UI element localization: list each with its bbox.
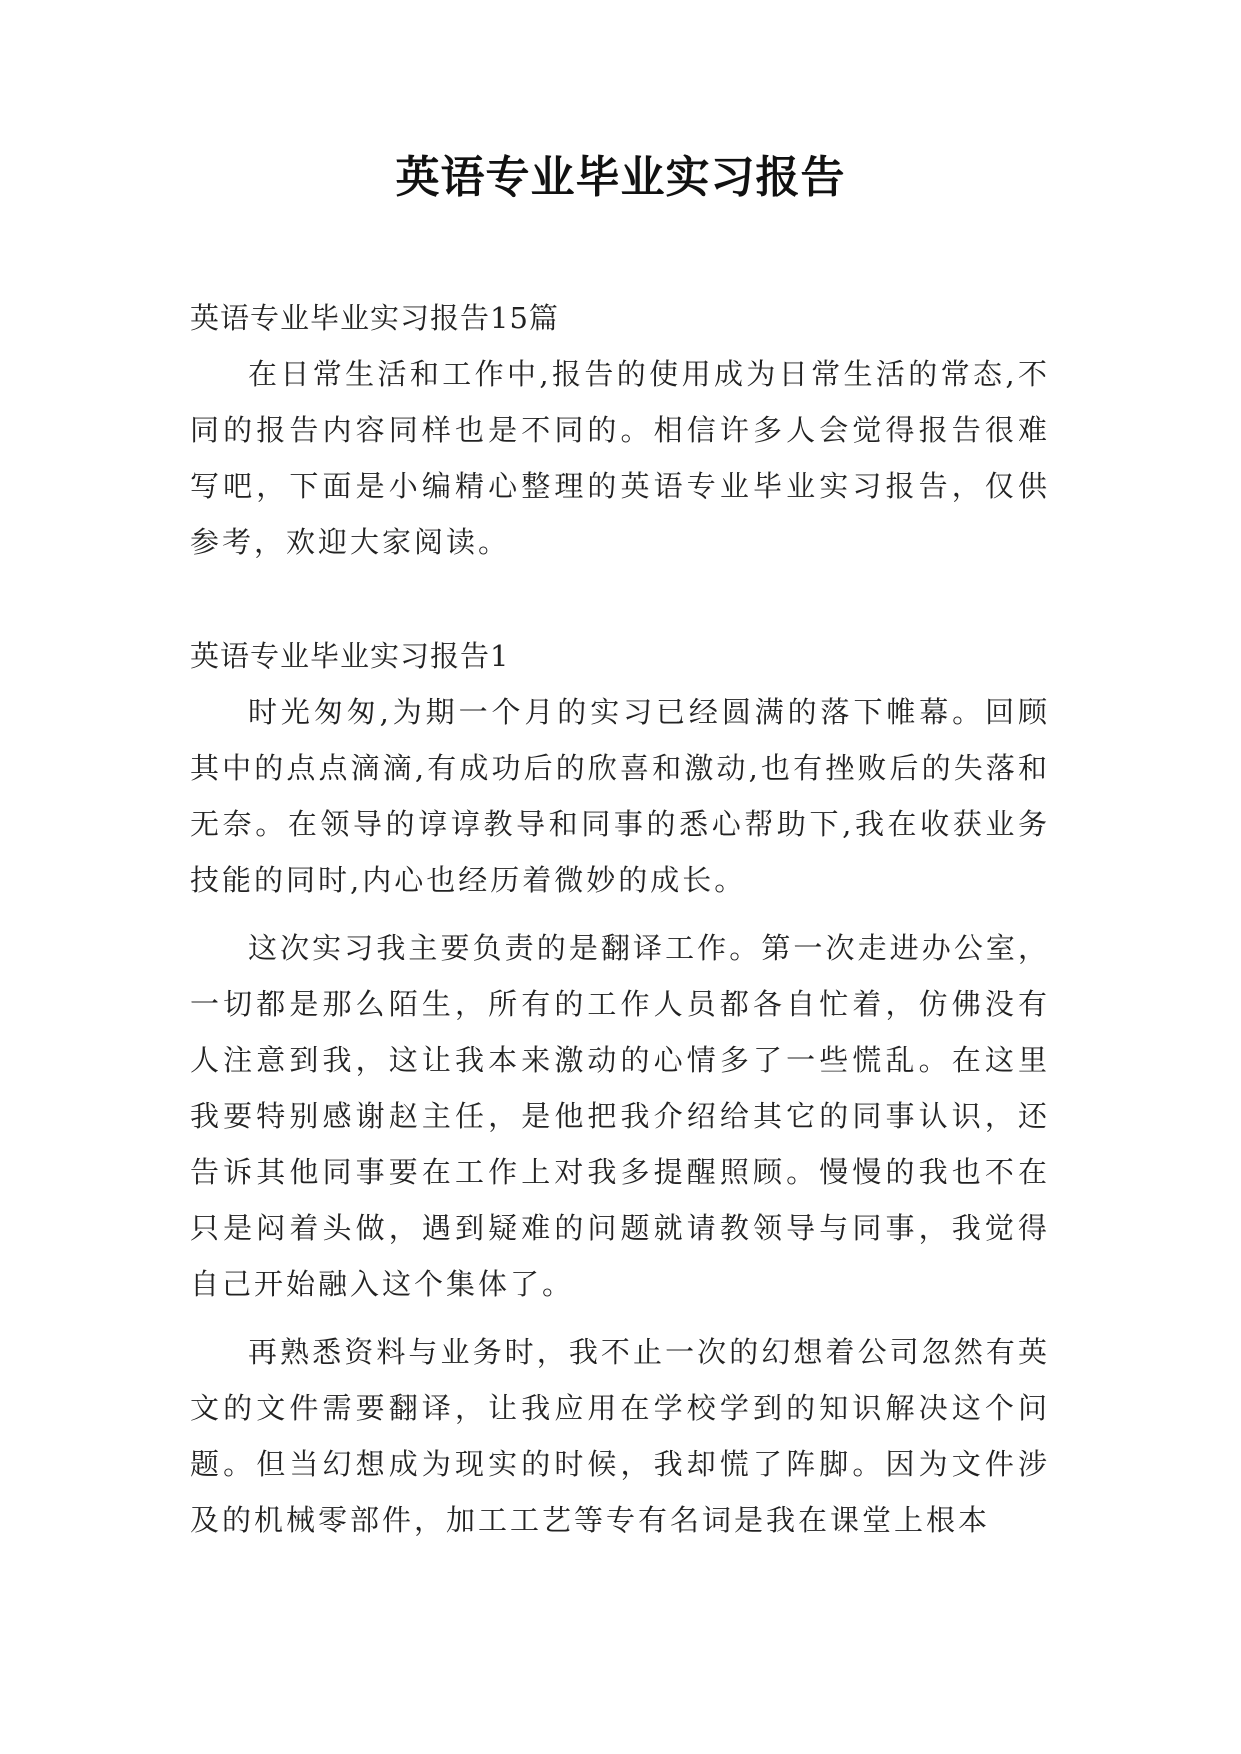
body-paragraph-1: 时光匆匆,为期一个月的实习已经圆满的落下帷幕。回顾其中的点点滴滴,有成功后的欣喜和激动,也有挫败后的失落和无奈。在领导的谆谆教导和同事的悉心帮助下,我在收获业务技能的同时,内心也经历着微妙的成长。 xyxy=(190,695,1050,897)
body-paragraph-3: 再熟悉资料与业务时，我不止一次的幻想着公司忽然有英文的文件需要翻译，让我应用在学校学到的知识解决这个问题。但当幻想成为现实的时候，我却慌了阵脚。因为文件涉及的机械零部件，加工工艺等专有名词是我在课堂上根本 xyxy=(190,1335,1050,1537)
paragraph-spacer xyxy=(190,1312,1050,1324)
section-heading: 英语专业毕业实习报告1 xyxy=(190,639,510,673)
intro-paragraph: 在日常生活和工作中,报告的使用成为日常生活的常态,不同的报告内容同样也是不同的。相信许多人会觉得报告很难写吧，下面是小编精心整理的英语专业毕业实习报告，仅供参考，欢迎大家阅读。 xyxy=(190,357,1050,559)
document-body xyxy=(190,290,1050,1548)
body-paragraph-2: 这次实习我主要负责的是翻译工作。第一次走进办公室，一切都是那么陌生，所有的工作人员都各自忙着，仿佛没有人注意到我，这让我本来激动的心情多了一些慌乱。在这里我要特别感谢赵主任，是他把我介绍给其它的同事认识，还告诉其他同事要在工作上对我多提醒照顾。慢慢的我也不在只是闷着头做，遇到疑难的问题就请教领导与同事，我觉得自己开始融入这个集体了。 xyxy=(190,931,1050,1301)
document-title: 英语专业毕业实习报告 xyxy=(395,152,846,203)
paragraph-spacer xyxy=(190,908,1050,920)
section-spacer xyxy=(190,570,1050,628)
document-subtitle: 英语专业毕业实习报告15篇 xyxy=(190,301,559,335)
